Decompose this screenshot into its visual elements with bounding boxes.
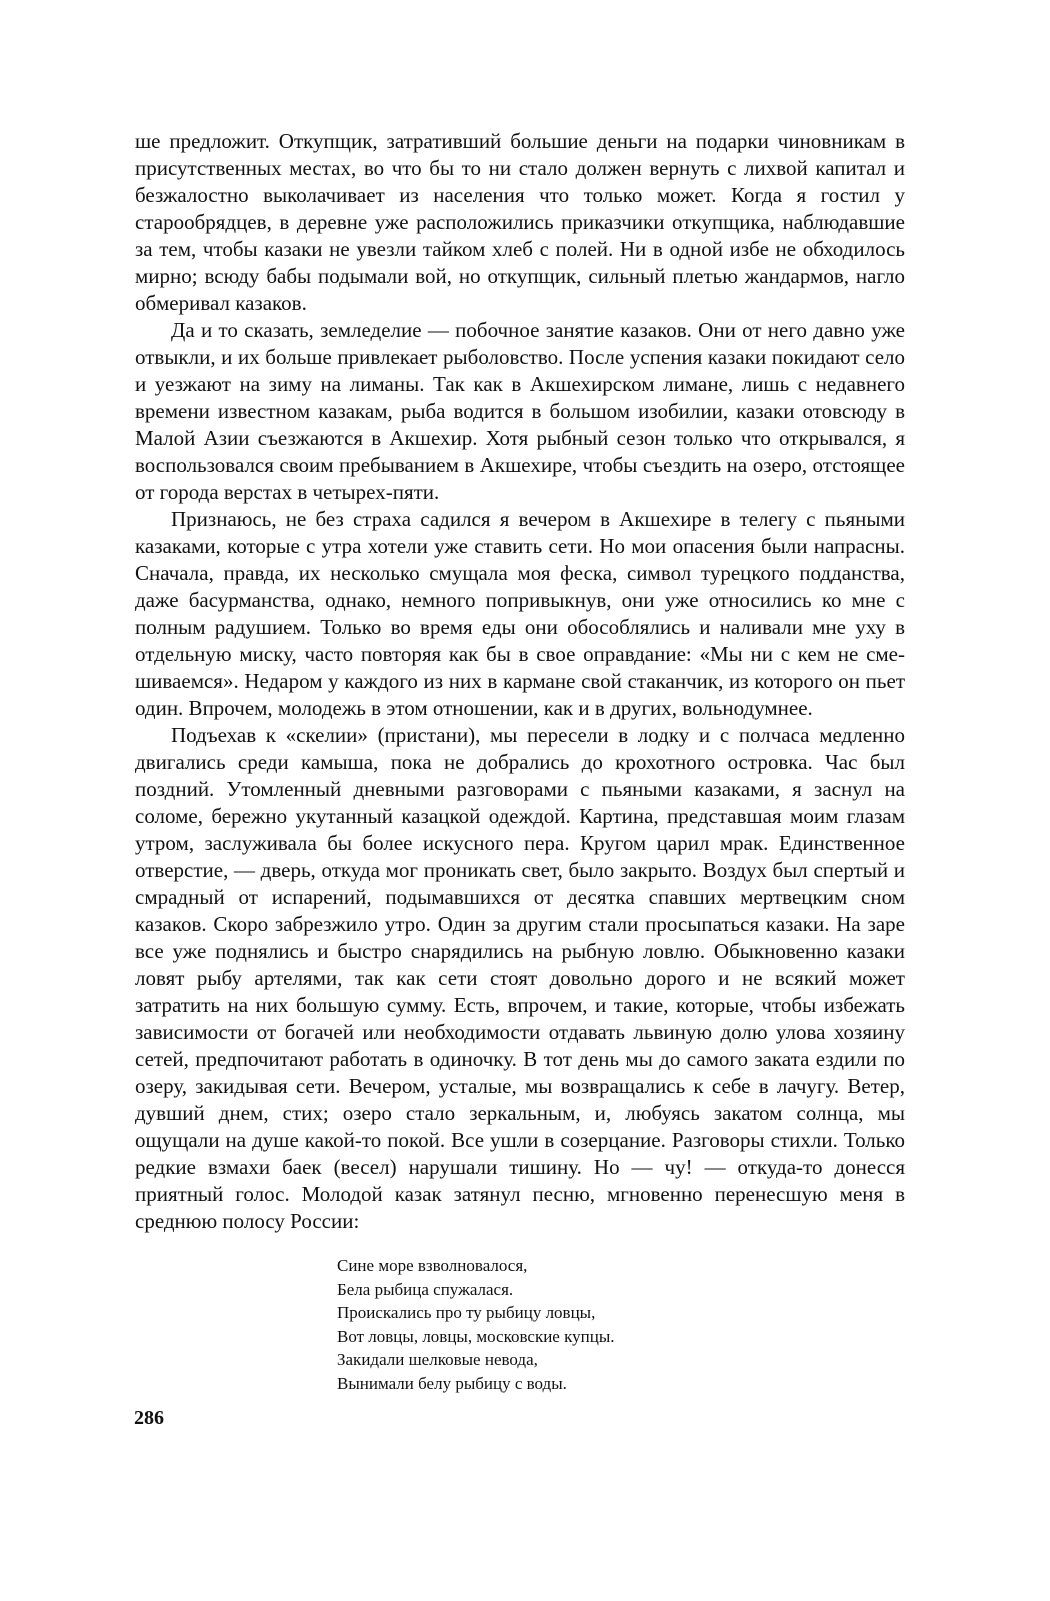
poem-line: Закидали шелковые невода, xyxy=(337,1350,538,1369)
poem-line: Проискались про ту рыбицу ловцы, xyxy=(337,1303,596,1322)
paragraph: Подъехав к «скелии» (пристани), мы пересели в лодку и с полчаса медленно двигались среди камыша, пока не добрались до крохотного островка. Час был поздний. Утомленный дневными разговорами с пьяными казаками, я заснул на соломе, бережно укутанный казацкой одеждой. Картина, представшая моим глазам утром, заслуживала бы более искусного пера. Кругом царил мрак. Единственное отверстие, — дверь, откуда мог проникать свет, было закрыто. Воздух был спертый и смрадный от испарений, подымавшихся от десятка спавших мертвецким сном казаков. Скоро забрезжило утро. Один за другим стали просыпаться казаки. На заре все уже поднялись и быстро снарядились на рыбную ловлю. Обыкновенно казаки ловят рыбу артелями, так как сети стоят довольно дорого и не всякий может затратить на них большую сумму. Есть, впрочем, и такие, которые, чтобы избежать зависимости от богачей или необходимости отдавать львиную долю улова хозяину сетей, предпочитают работать в одиночку. В тот день мы до самого заката ездили по озеру, закидывая сети. Вечером, усталые, мы возвращались к себе в лачугу. Ветер, дувший днем, стих; озеро стало зеркальным, и, любуясь закатом солнца, мы ощущали на душе какой-то покой. Все ушли в созерцание. Разговоры стихли. Только редкие взмахи баек (весел) нарушали тишину. Но — чу! — откуда-то донесся приятный голос. Молодой казак затянул песню, мгновенно перенесшую меня в среднюю полосу России: xyxy=(135,723,905,1233)
poem-line: Вот ловцы, ловцы, московские купцы. xyxy=(337,1326,615,1346)
page-body xyxy=(135,128,905,1235)
poem-line: Сине море взволновалося, xyxy=(337,1256,528,1275)
page-number: 286 xyxy=(134,1407,164,1429)
paragraph: Да и то сказать, земледелие — побочное занятие казаков. Они от него давно уже отвыкли, и их больше привлекает рыболовство. После успения казаки покидают село и уезжают на зиму на лиманы. Так как в Акшехирском лимане, лишь с недавнего времени известном казакам, рыба водится в большом изобилии, казаки отовсюду в Малой Азии съезжаются в Акшехир. Хотя рыбный сезон только что открывался, я воспользовался своим пребыванием в Акшехире, чтобы съездить на озеро, отстоящее от города верстах в четырех-пяти. xyxy=(135,318,905,504)
paragraph: ше предложит. Откупщик, затративший большие деньги на подарки чиновникам в присутственных местах, во что бы то ни стало должен вернуть с лихвой капитал и безжалостно выколачивает из населения что только может. Когда я гостил у старообрядцев, в деревне уже расположились приказчики откупщика, наблюдавшие за тем, чтобы казаки не увезли тайком хлеб с полей. Ни в одной избе не обходилось мирно; всюду бабы подымали вой, но откупщик, сильный плетью жандармов, нагло обмеривал казаков. xyxy=(135,129,905,315)
paragraph: Признаюсь, не без страха садился я вечером в Акшехире в телегу с пьяными казаками, которые с утра хотели уже ставить сети. Но мои опасения были напрасны. Сначала, правда, их несколько смущала моя феска, символ турецкого подданства, даже басурманства, однако, немного попривыкнув, они уже относились ко мне с полным радушием. Только во время еды они обособлялись и наливали мне уху в отдельную миску, часто повторяя как бы в свое оправдание: «Мы ни с кем не смешиваемся». Недаром у каждого из них в кармане свой стаканчик, из которого он пьет один. Впрочем, молодежь в этом отношении, как и в других, вольнодумнее. xyxy=(135,507,905,720)
poem-verse xyxy=(337,1254,777,1395)
poem-line: Вынимали белу рыбицу с воды. xyxy=(337,1373,567,1393)
poem-line: Бела рыбица спужалася. xyxy=(337,1279,514,1299)
